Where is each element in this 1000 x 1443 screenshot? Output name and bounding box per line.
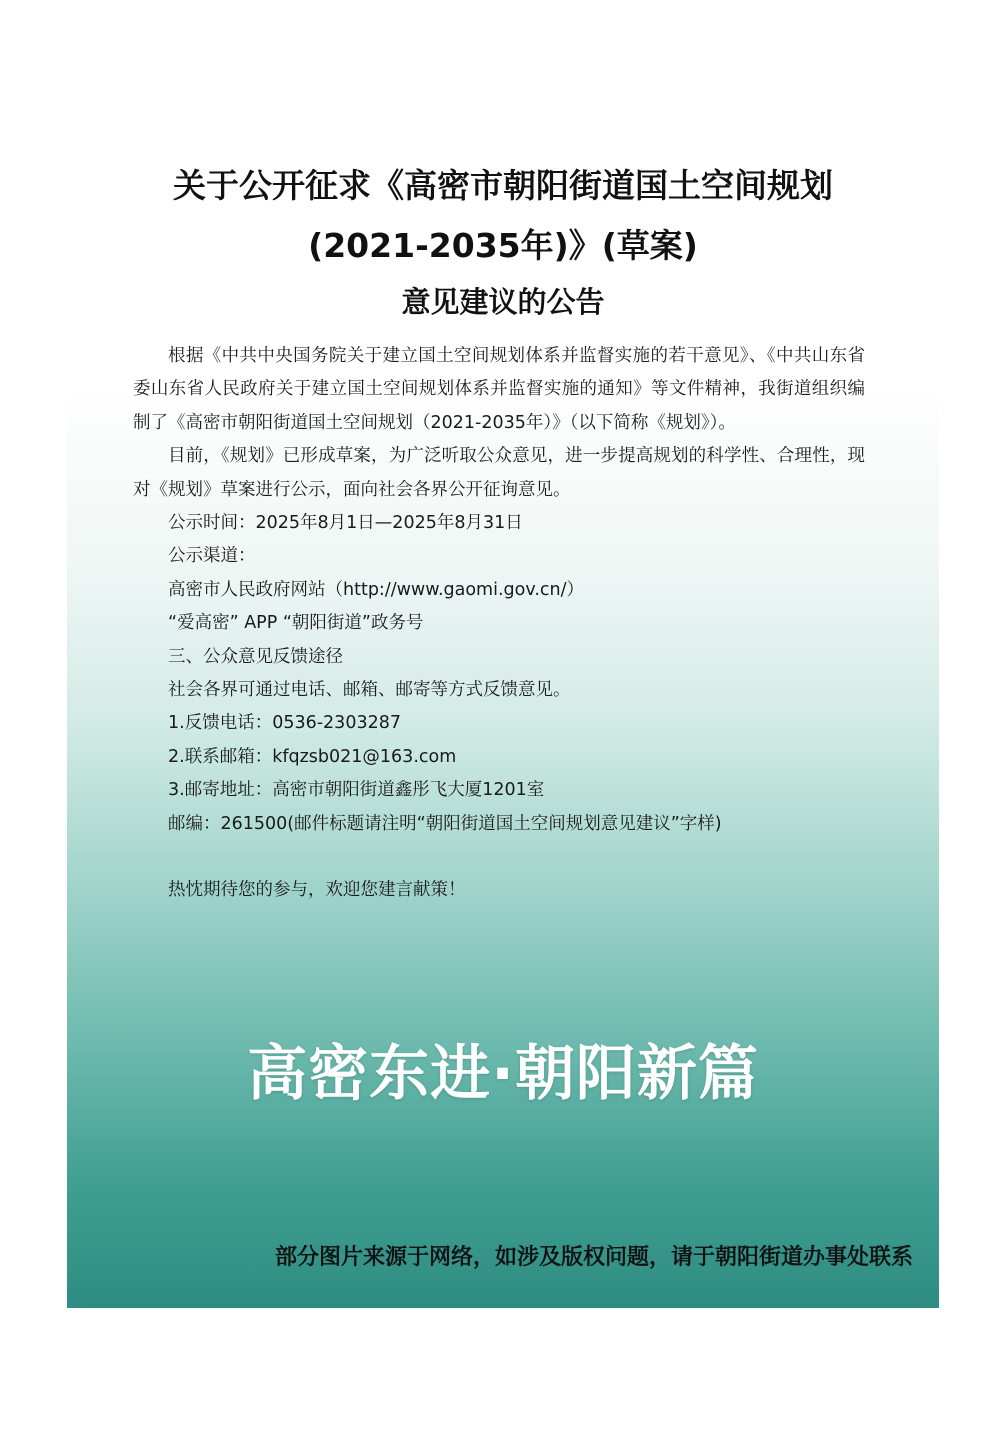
publicity-period: 公示时间：2025年8月1日—2025年8月31日 xyxy=(168,513,523,534)
feedback-intro: 社会各界可通过电话、邮箱、邮寄等方式反馈意见。 xyxy=(168,680,571,701)
feedback-address: 3.邮寄地址：高密市朝阳街道鑫彤飞大厦1201室 xyxy=(168,780,545,801)
paragraph-basis: 根据《中共中央国务院关于建立国土空间规划体系并监督实施的若干意见》、《中共山东省委山东省人民政府关于建立国土空间规划体系并监督实施的通知》等文件精神，我街道组织编制了《高密市朝阳街道国土空间规划（2021-2035年）》（以下简称《规划》）。 xyxy=(133,346,865,433)
section-feedback-heading: 三、公众意见反馈途径 xyxy=(168,646,343,667)
title-line-1: 关于公开征求《高密市朝阳街道国土空间规划 xyxy=(173,166,833,205)
channels-label: 公示渠道： xyxy=(168,546,256,567)
announcement-poster xyxy=(67,128,939,1308)
spacer xyxy=(133,841,865,874)
channel-website: 高密市人民政府网站（http://www.gaomi.gov.cn/） xyxy=(168,579,585,600)
closing-remark: 热忱期待您的参与，欢迎您建言献策！ xyxy=(168,880,466,901)
feedback-email: 2.联系邮箱：kfqzsb021@163.com xyxy=(168,746,457,767)
feedback-phone: 1.反馈电话：0536-2303287 xyxy=(168,713,401,734)
announcement-body xyxy=(133,340,865,908)
feedback-postcode: 邮编：261500(邮件标题请注明“朝阳街道国土空间规划意见建议”字样) xyxy=(168,813,722,834)
channel-app: “爱高密” APP “朝阳街道”政务号 xyxy=(168,613,424,634)
title-line-2: (2021-2035年)》(草案) xyxy=(308,226,698,265)
copyright-disclaimer: 部分图片来源于网络，如涉及版权问题，请于朝阳街道办事处联系 xyxy=(274,1245,913,1270)
title-line-3: 意见建议的公告 xyxy=(401,285,605,319)
slogan: 高密东进·朝阳新篇 xyxy=(247,1039,759,1109)
paragraph-purpose: 目前，《规划》已形成草案，为广泛听取公众意见，进一步提高规划的科学性、合理性，现对《规划》草案进行公示，面向社会各界公开征询意见。 xyxy=(133,446,865,500)
